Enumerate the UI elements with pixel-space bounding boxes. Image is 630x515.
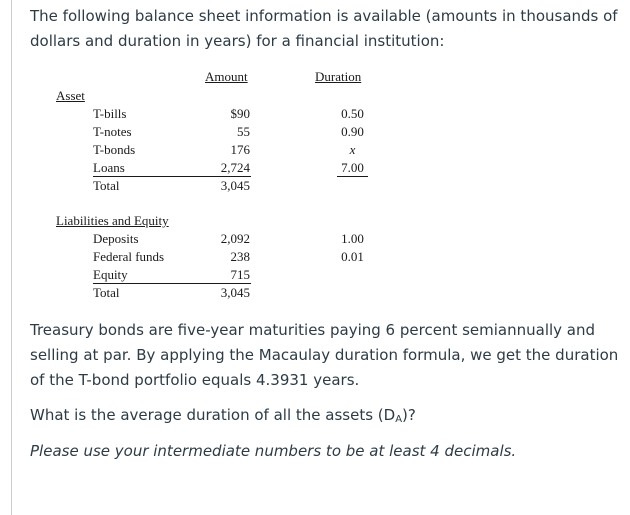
asset-duration: 7.00 <box>341 160 364 175</box>
asset-name: T-notes <box>93 124 132 139</box>
asset-duration: x <box>349 142 356 157</box>
liabilities-heading: Liabilities and Equity <box>56 213 169 228</box>
asset-name: T-bills <box>93 106 127 121</box>
liability-name: Deposits <box>93 231 139 246</box>
assets-heading: Asset <box>56 88 85 103</box>
amount-header: Amount <box>205 69 248 84</box>
liability-name: Total <box>93 285 120 300</box>
decimals-note: Please use your intermediate numbers to be at least 4 decimals. <box>30 442 517 460</box>
duration-header: Duration <box>315 69 362 84</box>
asset-name: Loans <box>93 160 125 175</box>
duration-total-rule <box>337 176 368 177</box>
liability-name: Federal funds <box>93 249 165 264</box>
intro-text: The following balance sheet information is available (amounts in thousands of dollars and duration in years) for a financial institution: <box>30 7 618 50</box>
liability-name: Equity <box>93 267 128 282</box>
asset-name: T-bonds <box>93 142 136 157</box>
liability-amount: 715 <box>230 267 250 282</box>
question-text: What is the average duration of all the assets $(D_A)$? <box>30 406 416 425</box>
bond-description: Treasury bonds are five-year maturities paying 6 percent semiannually and selling at par. By applying the Macaulay duration formula, we get the duration of the T-bond portfolio equals 4.3931 years. <box>30 321 619 389</box>
asset-amount: $90 <box>230 106 250 121</box>
liability-amount: 238 <box>230 249 250 264</box>
asset-name: Total <box>93 178 120 193</box>
asset-duration: 0.50 <box>341 106 364 121</box>
asset-amount: 176 <box>230 142 250 157</box>
liabilities-total-rule <box>93 283 251 284</box>
liability-duration: 1.00 <box>341 231 364 246</box>
assets-total-rule <box>93 176 251 177</box>
asset-amount: 55 <box>237 124 250 139</box>
liability-amount: 3,045 <box>220 285 250 300</box>
liability-duration: 0.01 <box>341 249 364 264</box>
asset-duration: 0.90 <box>341 124 364 139</box>
asset-amount: 3,045 <box>220 178 250 193</box>
asset-amount: 2,724 <box>220 160 250 175</box>
liability-amount: 2,092 <box>220 231 250 246</box>
